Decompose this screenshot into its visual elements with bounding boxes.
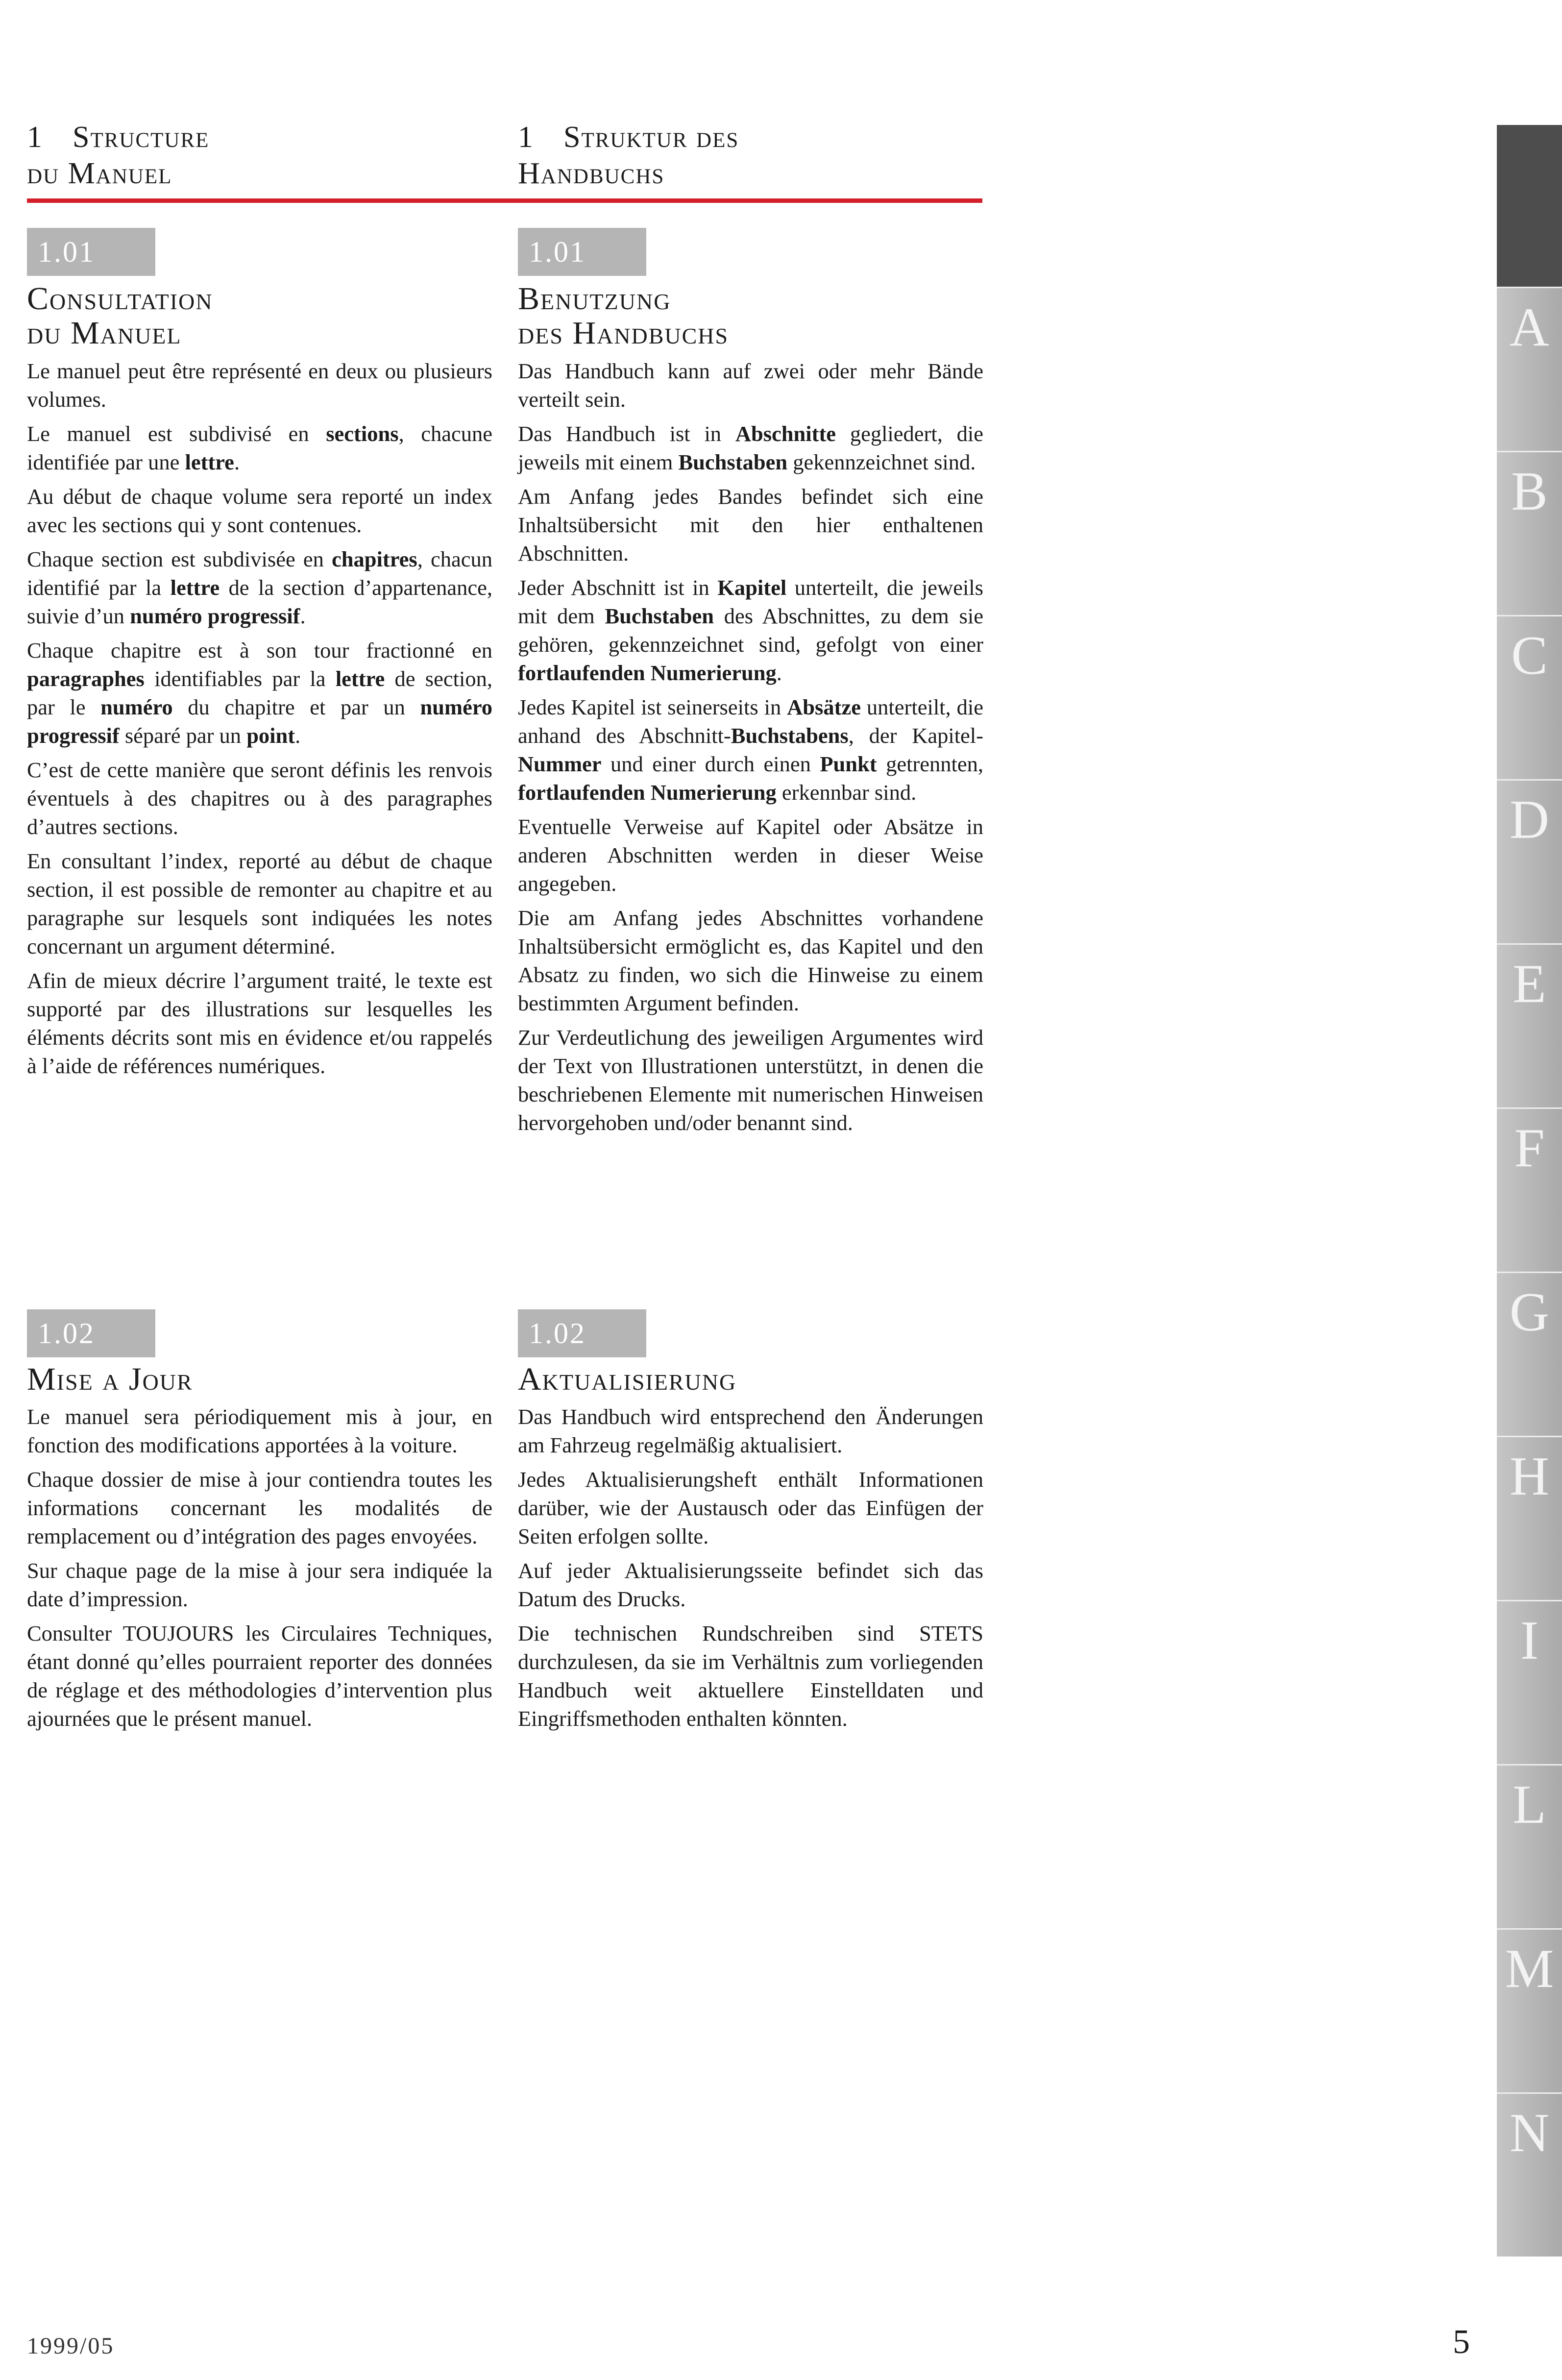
bold-term: fortlaufenden Numerierung (518, 780, 777, 805)
text-run: . (300, 604, 306, 628)
section-body-de-102 (518, 1402, 983, 1739)
text-run: Sur chaque page de la mise à jour sera indiquée la date d’impression. (27, 1558, 492, 1611)
footer-date: 1999/05 (27, 2333, 115, 2359)
text-run: Zur Verdeutlichung des jeweiligen Argumentes wird der Text von Illustrationen unterstützt, in denen die beschriebenen Elemente mit numerischen Hinweisen hervorgehoben und/oder benannt sind. (518, 1025, 983, 1135)
thumb-tab-l[interactable]: L (1497, 1764, 1562, 1928)
text-run: Consulter TOUJOURS les Circulaires Techniques, étant donné qu’elles pourraient reporter des données de réglage et des méthodologies d’intervention plus ajournées que le présent manuel. (27, 1621, 492, 1731)
section-thumb-index (1497, 125, 1562, 2257)
bold-term: lettre (335, 666, 385, 691)
text-run: Die am Anfang jedes Abschnittes vorhandene Inhaltsübersicht ermöglicht es, das Kapitel und den Absatz zu finden, wo sich die Hinweise zu einem bestimmten Argument befinden. (518, 906, 983, 1015)
body-paragraph (518, 904, 983, 1017)
body-paragraph (27, 357, 492, 414)
text-run: Jeder Abschnitt ist in (518, 575, 718, 600)
bold-term: fortlaufenden Numerierung (518, 661, 777, 685)
bold-term: Kapitel (717, 575, 787, 600)
chapter-heading-de (518, 119, 739, 192)
text-run: Das Handbuch wird entsprechend den Änderungen am Fahrzeug regelmäßig aktualisiert. (518, 1404, 983, 1457)
body-paragraph (27, 1619, 492, 1733)
text-run: Jedes Aktualisierungsheft enthält Informationen darüber, wie der Austausch oder das Einfügen der Seiten erfolgen sollte. (518, 1467, 983, 1548)
bold-term: paragraphes (27, 666, 145, 691)
section-title-de-102: Aktualisierung (518, 1361, 737, 1397)
text-run: gekennzeichnet sind. (787, 450, 976, 474)
chapter-number-de: 1 (518, 121, 534, 154)
thumb-tab-b[interactable]: B (1497, 451, 1562, 615)
body-paragraph (518, 573, 983, 687)
bold-term: Buchstaben (605, 604, 714, 628)
body-paragraph (518, 357, 983, 414)
text-run: . (776, 661, 782, 685)
text-run: Le manuel peut être représenté en deux ou plusieurs volumes. (27, 359, 492, 412)
bold-term: lettre (170, 575, 220, 600)
body-paragraph (27, 1465, 492, 1550)
text-run: . (295, 723, 301, 748)
bold-term: Punkt (820, 752, 877, 776)
text-run: unterteilt, die jeweils mit dem (518, 575, 983, 628)
thumb-tab-h[interactable]: H (1497, 1436, 1562, 1600)
chapter-title-de-line1: Struktur des (563, 121, 739, 154)
text-run: und einer durch einen (601, 752, 820, 776)
body-paragraph (27, 1402, 492, 1459)
section-title-de-101 (518, 282, 729, 350)
chapter-heading-fr (27, 119, 209, 192)
text-run: , der Kapitel- (848, 723, 983, 748)
body-paragraph (518, 1556, 983, 1613)
text-run: Le manuel sera périodiquement mis à jour, en fonction des modifications apportées à la voiture. (27, 1404, 492, 1457)
text-run: Eventuelle Verweise auf Kapitel oder Absätze in anderen Abschnitten werden in dieser Weise angegeben. (518, 814, 983, 896)
chapter-title-fr-line1: Structure (73, 121, 210, 154)
text-run: Jedes Kapitel ist seinerseits in (518, 695, 787, 719)
header-red-rule (27, 198, 982, 203)
section-title-fr-102: Mise a Jour (27, 1361, 193, 1397)
text-run: Chaque dossier de mise à jour contiendra toutes les informations concernant les modalités de remplacement ou d’intégration des pages envoyées. (27, 1467, 492, 1548)
text-run: Das Handbuch kann auf zwei oder mehr Bände verteilt sein. (518, 359, 983, 412)
page-number: 5 (1453, 2323, 1470, 2361)
text-run: Chaque section est subdivisée en (27, 547, 332, 571)
text-run: de la section d’appartenance, suivie d’un (27, 575, 492, 628)
bold-term: chapitres (332, 547, 417, 571)
section-title-fr-101-line2: du Manuel (27, 315, 182, 351)
text-run: Das Handbuch ist in (518, 421, 735, 446)
text-run: Le manuel est subdivisé en (27, 421, 326, 446)
bold-term: numéro progressif (27, 695, 493, 748)
body-paragraph (27, 756, 492, 841)
bold-term: Absätze (787, 695, 861, 719)
chapter-title-de-line2: Handbuchs (518, 157, 665, 190)
bold-term: sections (326, 421, 399, 446)
text-run: gegliedert, die jeweils mit einem (518, 421, 983, 474)
body-paragraph (27, 545, 492, 630)
text-run: de section, par le (27, 666, 492, 719)
thumb-tab-g[interactable]: G (1497, 1272, 1562, 1436)
body-paragraph (27, 636, 492, 750)
section-badge-fr-101: 1.01 (27, 228, 155, 276)
thumb-tab-n[interactable]: N (1497, 2092, 1562, 2257)
thumb-tab-c[interactable]: C (1497, 615, 1562, 779)
section-title-fr-101-line1: Consultation (27, 281, 213, 317)
section-body-fr-101 (27, 357, 492, 1086)
thumb-tab-m[interactable]: M (1497, 1928, 1562, 2092)
section-title-fr-101 (27, 282, 213, 350)
text-run: Auf jeder Aktualisierungsseite befindet sich das Datum des Drucks. (518, 1558, 983, 1611)
section-badge-fr-102: 1.02 (27, 1309, 155, 1357)
section-title-de-101-line1: Benutzung (518, 281, 671, 317)
body-paragraph (518, 1465, 983, 1550)
text-run: Die technischen Rundschreiben sind STETS durchzulesen, da sie im Verhältnis zum vorliegenden Handbuch weit aktuellere Einstelldaten und Eingriffsmethoden enthalten könnten. (518, 1621, 983, 1731)
body-paragraph (518, 693, 983, 807)
body-paragraph (27, 1556, 492, 1613)
bold-term: Nummer (518, 752, 602, 776)
bold-term: numéro (100, 695, 173, 719)
text-run: Afin de mieux décrire l’argument traité, le texte est supporté par des illustrations sur lesquelles les éléments décrits sont mis en évidence et/ou rappelés à l’aide de références numériques. (27, 968, 492, 1078)
text-run: du chapitre et par un (172, 695, 420, 719)
body-paragraph (518, 812, 983, 898)
body-paragraph (518, 1023, 983, 1137)
body-paragraph (518, 1619, 983, 1733)
section-badge-de-102: 1.02 (518, 1309, 646, 1357)
bold-term: numéro progressif (130, 604, 300, 628)
section-badge-de-101: 1.01 (518, 228, 646, 276)
text-run: . (234, 450, 240, 474)
text-run: séparé par un (119, 723, 247, 748)
text-run: erkennbar sind. (776, 780, 917, 805)
thumb-tab-i[interactable]: I (1497, 1600, 1562, 1764)
thumb-tab-a[interactable]: A (1497, 287, 1562, 451)
body-paragraph (27, 847, 492, 960)
thumb-tab-f[interactable]: F (1497, 1107, 1562, 1272)
text-run: Chaque chapitre est à son tour fractionné en (27, 638, 492, 662)
body-paragraph (27, 482, 492, 539)
text-run: C’est de cette manière que seront définis les renvois éventuels à des chapitres ou à des paragraphes d’autres sections. (27, 758, 492, 839)
bold-term: lettre (185, 450, 234, 474)
thumb-tab-e[interactable]: E (1497, 943, 1562, 1107)
body-paragraph (518, 482, 983, 567)
section-body-de-101 (518, 357, 983, 1143)
thumb-tab-d[interactable]: D (1497, 779, 1562, 943)
section-title-de-101-line2: des Handbuchs (518, 315, 729, 351)
section-body-fr-102 (27, 1402, 492, 1739)
text-run: des Abschnittes, zu dem sie gehören, gekennzeichnet sind, gefolgt von einer (518, 604, 983, 657)
chapter-number-fr: 1 (27, 121, 43, 154)
text-run: , chacune identifiée par une (27, 421, 492, 474)
chapter-title-fr-line2: du Manuel (27, 157, 172, 190)
body-paragraph (518, 1402, 983, 1459)
text-run: identifiables par la (144, 666, 336, 691)
text-run: Au début de chaque volume sera reporté un index avec les sections qui y sont contenues. (27, 484, 492, 537)
text-run: , chacun identifié par la (27, 547, 492, 600)
text-run: Am Anfang jedes Bandes befindet sich eine Inhaltsübersicht mit den hier enthaltenen Abschnitten. (518, 484, 983, 565)
body-paragraph (27, 966, 492, 1080)
thumb-index-header (1497, 125, 1562, 287)
bold-term: point (246, 723, 295, 748)
body-paragraph (27, 419, 492, 476)
text-run: En consultant l’index, reporté au début de chaque section, il est possible de remonter au chapitre et au paragraphe sur lesquels sont indiquées les notes concernant un argument déterminé. (27, 849, 492, 958)
text-run: getrennten, (877, 752, 983, 776)
body-paragraph (518, 419, 983, 476)
bold-term: Buchstabens (731, 723, 849, 748)
bold-term: Buchstaben (678, 450, 788, 474)
bold-term: Abschnitte (735, 421, 836, 446)
text-run: unterteilt, die anhand des Abschnitt- (518, 695, 983, 748)
